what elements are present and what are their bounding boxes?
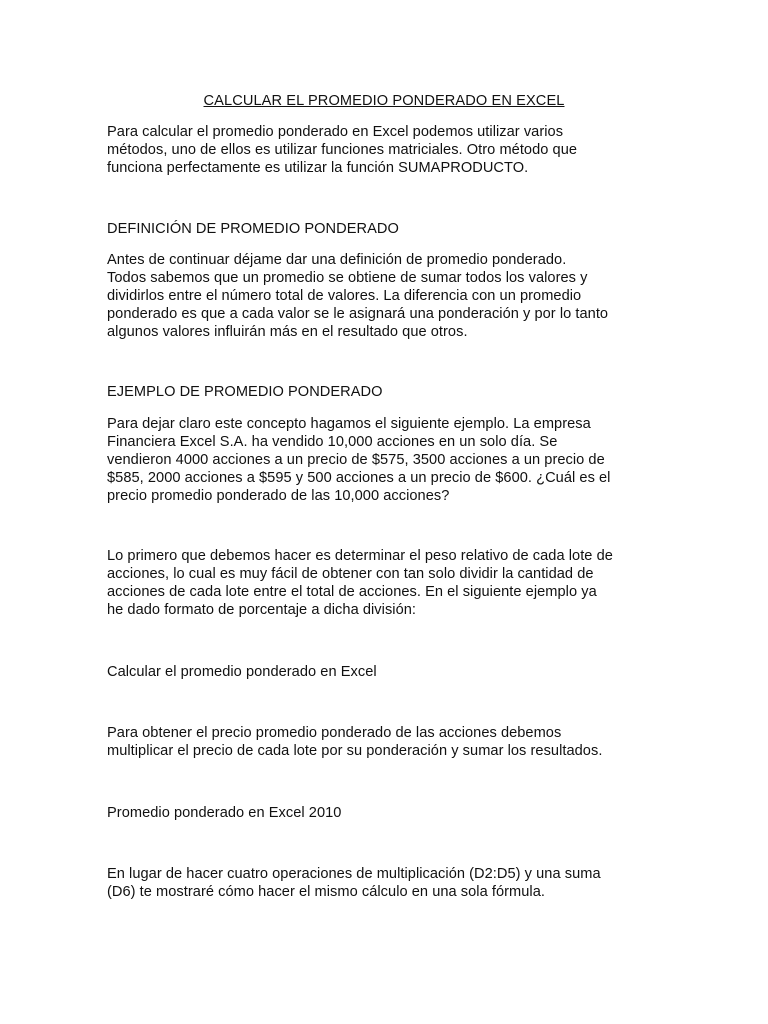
- document-title: CALCULAR EL PROMEDIO PONDERADO EN EXCEL: [203, 93, 565, 109]
- example-heading: EJEMPLO DE PROMEDIO PONDERADO: [107, 384, 383, 400]
- text-line: acciones de cada lote entre el total de acciones. En el siguiente ejemplo ya: [107, 584, 597, 600]
- weights-paragraph: [107, 547, 677, 619]
- text-line: dividirlos entre el número total de valores. La diferencia con un promedio: [107, 288, 582, 304]
- text-line: Financiera Excel S.A. ha vendido 10,000 acciones en un solo día. Se: [107, 434, 558, 450]
- text-line: Para dejar claro este concepto hagamos el siguiente ejemplo. La empresa: [107, 416, 591, 432]
- text-line: Lo primero que debemos hacer es determinar el peso relativo de cada lote de: [107, 548, 613, 564]
- text-line: ponderado es que a cada valor se le asignará una ponderación y por lo tanto: [107, 306, 609, 322]
- final-paragraph: [107, 865, 677, 901]
- text-line: Antes de continuar déjame dar una definición de promedio ponderado.: [107, 252, 567, 268]
- text-line: (D6) te mostraré cómo hacer el mismo cálculo en una sola fórmula.: [107, 884, 545, 900]
- text-line: acciones, lo cual es muy fácil de obtener con tan solo dividir la cantidad de: [107, 566, 594, 582]
- text-line: multiplicar el precio de cada lote por su ponderación y sumar los resultados.: [107, 743, 603, 759]
- text-line: Para obtener el precio promedio ponderado de las acciones debemos: [107, 725, 562, 741]
- intro-paragraph: [107, 123, 677, 177]
- caption-excel-2010: Promedio ponderado en Excel 2010: [107, 805, 342, 821]
- definition-paragraph: [107, 251, 677, 341]
- text-line: algunos valores influirán más en el resultado que otros.: [107, 324, 468, 340]
- obtain-paragraph: [107, 724, 677, 760]
- text-line: Para calcular el promedio ponderado en Excel podemos utilizar varios: [107, 124, 564, 140]
- text-line: precio promedio ponderado de las 10,000 acciones?: [107, 488, 450, 504]
- text-line: Todos sabemos que un promedio se obtiene de sumar todos los valores y: [107, 270, 588, 286]
- text-line: métodos, uno de ellos es utilizar funciones matriciales. Otro método que: [107, 142, 578, 158]
- example-paragraph: [107, 415, 677, 505]
- text-line: $585, 2000 acciones a $595 y 500 acciones a un precio de $600. ¿Cuál es el: [107, 470, 611, 486]
- caption-excel: Calcular el promedio ponderado en Excel: [107, 664, 377, 680]
- definition-heading: DEFINICIÓN DE PROMEDIO PONDERADO: [107, 221, 399, 237]
- text-line: funciona perfectamente es utilizar la función SUMAPRODUCTO.: [107, 160, 529, 176]
- text-line: En lugar de hacer cuatro operaciones de multiplicación (D2:D5) y una suma: [107, 866, 601, 882]
- text-line: vendieron 4000 acciones a un precio de $575, 3500 acciones a un precio de: [107, 452, 605, 468]
- text-line: he dado formato de porcentaje a dicha división:: [107, 602, 417, 618]
